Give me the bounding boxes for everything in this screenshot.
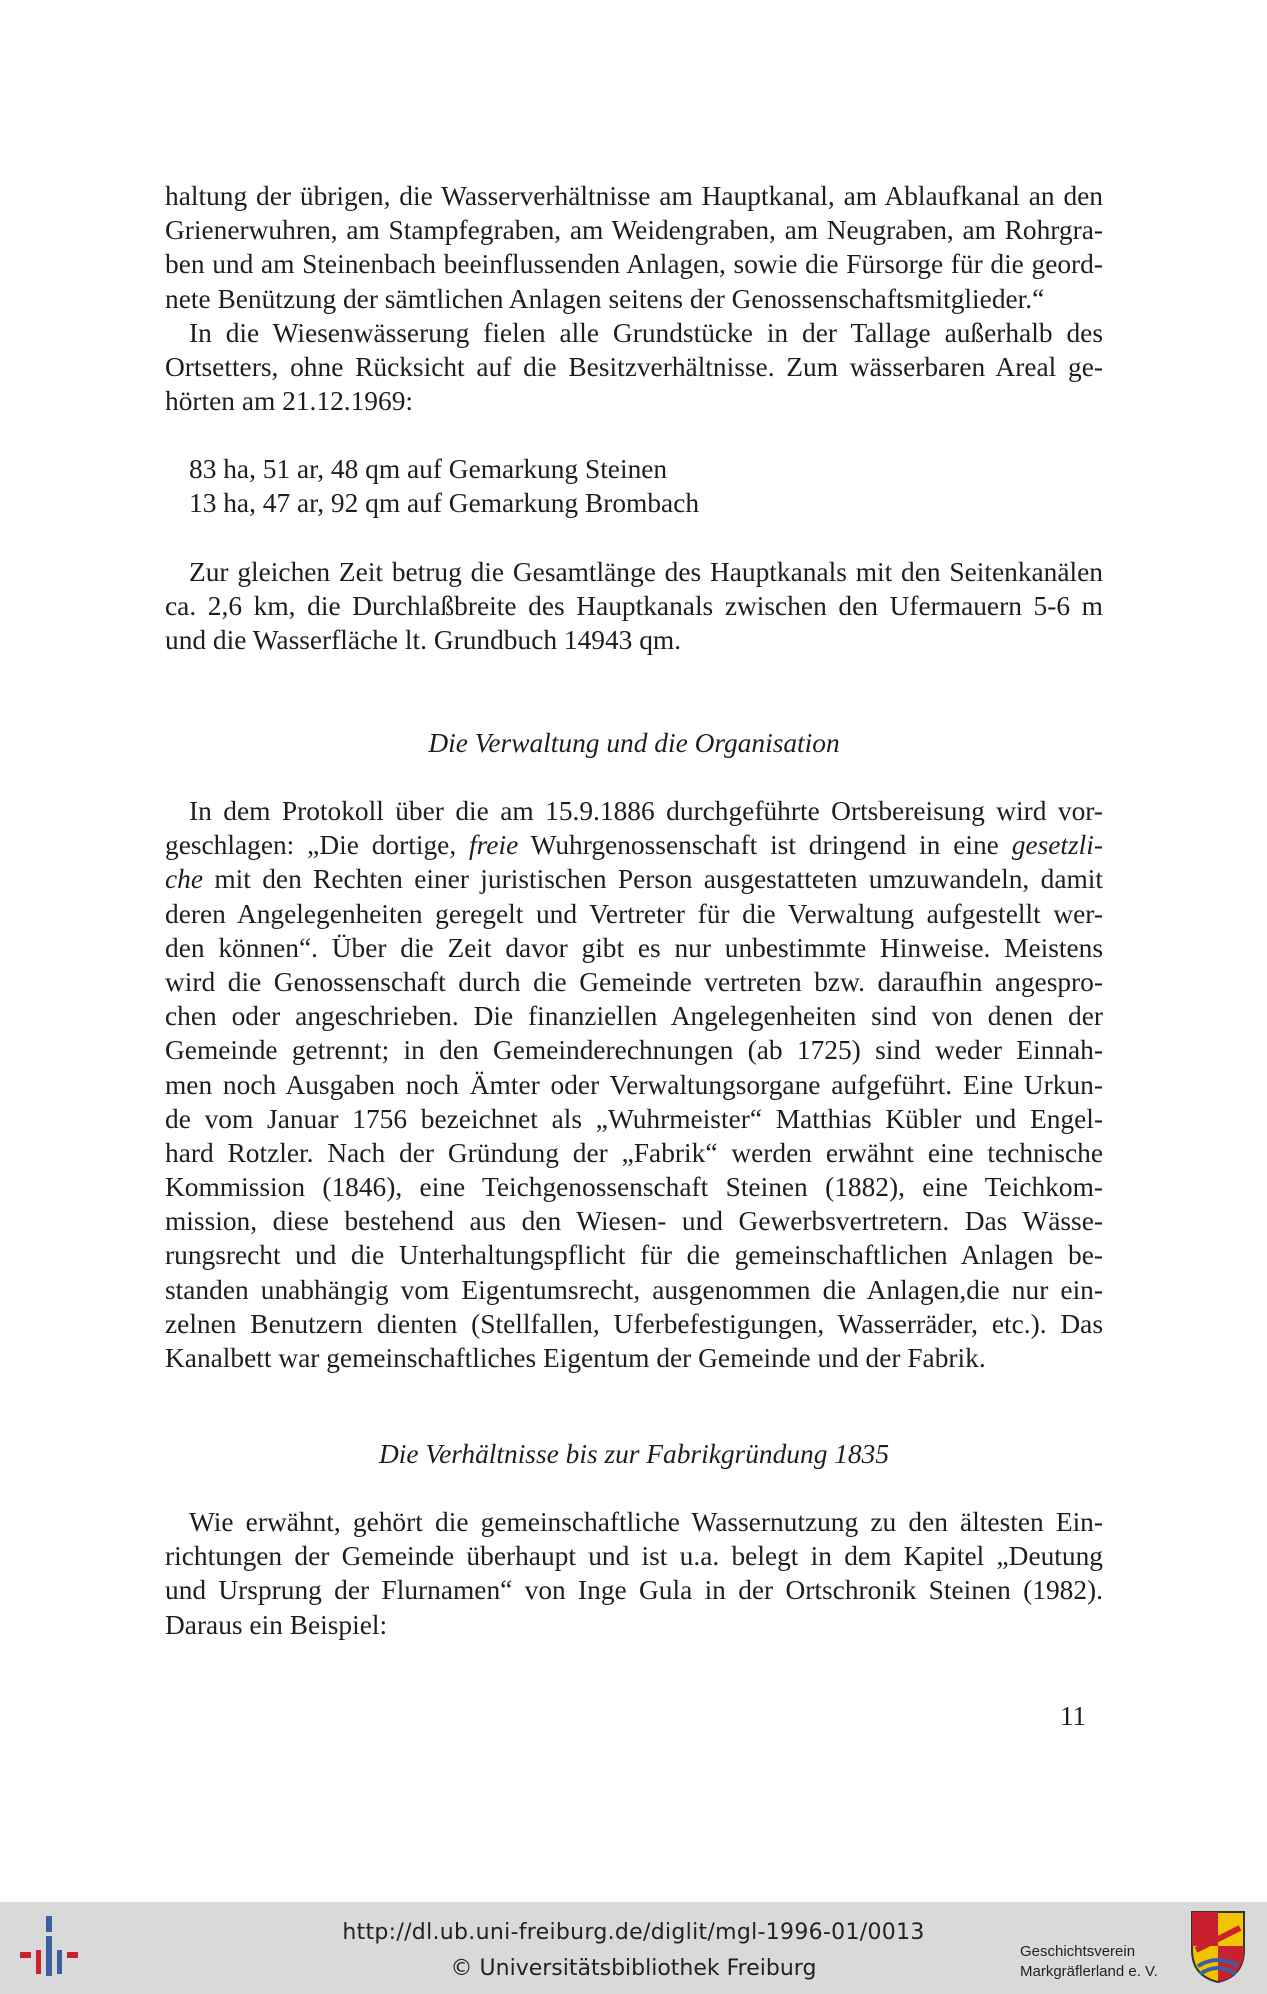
paragraph-5 (165, 1505, 1103, 1642)
text-line: wird die Genossenschaft durch die Gemeinde vertreten bzw. daraufhin angespro- (165, 966, 1103, 997)
text-line: chen oder angeschrieben. Die finanziellen Angelegenheiten sind von denen der (165, 1001, 1103, 1032)
text-run: mit den Rechten einer juristischen Person ausgestatteten umzuwandeln, damit (203, 864, 1103, 895)
page-number: 11 (1060, 1701, 1086, 1731)
text-line: de vom Januar 1756 bezeichnet als „Wuhrmeister“ Matthias Kübler und Engel- (165, 1103, 1103, 1134)
text-run: Wuhrgenossenschaft ist dringend in eine (518, 830, 1012, 861)
text-line: richtungen der Gemeinde überhaupt und ist u.a. belegt in dem Kapitel „Deutung (165, 1541, 1103, 1572)
text-line (165, 862, 1103, 896)
text-line: mission, diese bestehend aus den Wiesen- und Gewerbsvertretern. Das Wässe- (165, 1206, 1103, 1237)
text-line: Gemeinde getrennt; in den Gemeinderechnungen (ab 1725) sind weder Einnah- (165, 1035, 1103, 1066)
text-run: geschlagen: „Die dortige, (165, 830, 470, 861)
text-line: men noch Ausgaben noch Ämter oder Verwaltungsorgane aufgeführt. Eine Urkun- (165, 1069, 1103, 1100)
text-line: hard Rotzler. Nach der Gründung der „Fabrik“ werden erwähnt eine technische (165, 1137, 1103, 1168)
text-line: hörten am 21.12.1969: (165, 386, 414, 417)
text-line: In die Wiesenwässerung fielen alle Grundstücke in der Tallage außerhalb des (189, 318, 1103, 348)
paragraph-3 (165, 555, 1103, 658)
text-line: standen unabhängig vom Eigentumsrecht, ausgenommen die Anlagen,die nur ein- (165, 1274, 1103, 1305)
emphasis: che (165, 864, 204, 895)
text-line: ca. 2,6 km, die Durchlaßbreite des Hauptkanals zwischen den Ufermauern 5-6 m (165, 591, 1103, 622)
section-heading: Die Verhältnisse bis zur Fabrikgründung 1835 (378, 1439, 890, 1469)
text-line: Ortsetters, ohne Rücksicht auf die Besitzverhältnisse. Zum wässerbaren Areal ge- (165, 352, 1103, 383)
text-line (165, 828, 1103, 862)
society-name-line: Geschichtsverein (1020, 1943, 1136, 1960)
permalink-link[interactable]: http://dl.ub.uni-freiburg.de/diglit/mgl-1996-01/0013 (342, 1920, 925, 1945)
society-name (1020, 1942, 1158, 1982)
area-item: 83 ha, 51 ar, 48 qm auf Gemarkung Steinen (189, 454, 668, 484)
text-line: rungsrecht und die Unterhaltungspflicht für die gemeinschaftlichen Anlagen be- (165, 1240, 1103, 1271)
text-line: zelnen Benutzern dienten (Stellfallen, Uferbefestigungen, Wasserräder, etc.). Das (165, 1308, 1103, 1339)
text-line: nete Benützung der sämtlichen Anlagen seitens der Genossenschaftsmitglieder.“ (165, 283, 1045, 314)
text-line: Zur gleichen Zeit betrug die Gesamtlänge des Hauptkanals mit den Seitenkanälen (189, 557, 1103, 587)
text-line: ben und am Steinenbach beeinflussenden Anlagen, sowie die Fürsorge für die geord- (165, 249, 1103, 280)
text-line: Wie erwähnt, gehört die gemeinschaftliche Wassernutzung zu den ältesten Ein- (189, 1507, 1103, 1537)
emphasis: gesetzli- (1011, 830, 1103, 861)
copyright-text: © Universitätsbibliothek Freiburg (450, 1956, 817, 1981)
paragraph-1 (165, 179, 1103, 316)
society-name-line: Markgräflerland e. V. (1020, 1963, 1158, 1980)
text-line: und die Wasserfläche lt. Grundbuch 14943 qm. (165, 625, 682, 656)
text-line: Daraus ein Beispiel: (165, 1609, 388, 1640)
area-list (165, 452, 1103, 520)
text-line: Kommission (1846), eine Teichgenossenschaft Steinen (1882), eine Teichkom- (165, 1172, 1103, 1203)
text-line: Grienerwuhren, am Stampfegraben, am Weidengraben, am Neugraben, am Rohrgra- (165, 215, 1103, 246)
text-line: den können“. Über die Zeit davor gibt es nur unbestimmte Hinweise. Meistens (165, 932, 1103, 963)
section-heading: Die Verwaltung und die Organisation (428, 728, 840, 758)
paragraph-2 (165, 316, 1103, 419)
footer-bar (0, 1902, 1267, 1994)
text-line: haltung der übrigen, die Wasserverhältnisse am Hauptkanal, am Ablaufkanal an den (165, 181, 1103, 211)
paragraph-4 (165, 794, 1103, 1375)
text-line: und Ursprung der Flurnamen“ von Inge Gula in der Ortschronik Steinen (1982). (165, 1575, 1103, 1606)
text-line: In dem Protokoll über die am 15.9.1886 durchgeführte Ortsbereisung wird vor- (189, 796, 1103, 826)
emphasis: freie (469, 830, 519, 861)
text-line: deren Angelegenheiten geregelt und Vertreter für die Verwaltung aufgestellt wer- (165, 898, 1103, 929)
text-line: Kanalbett war gemeinschaftliches Eigentum der Gemeinde und der Fabrik. (165, 1343, 986, 1373)
coat-of-arms-icon (1190, 1910, 1246, 1984)
area-item: 13 ha, 47 ar, 92 qm auf Gemarkung Brombach (189, 488, 700, 519)
